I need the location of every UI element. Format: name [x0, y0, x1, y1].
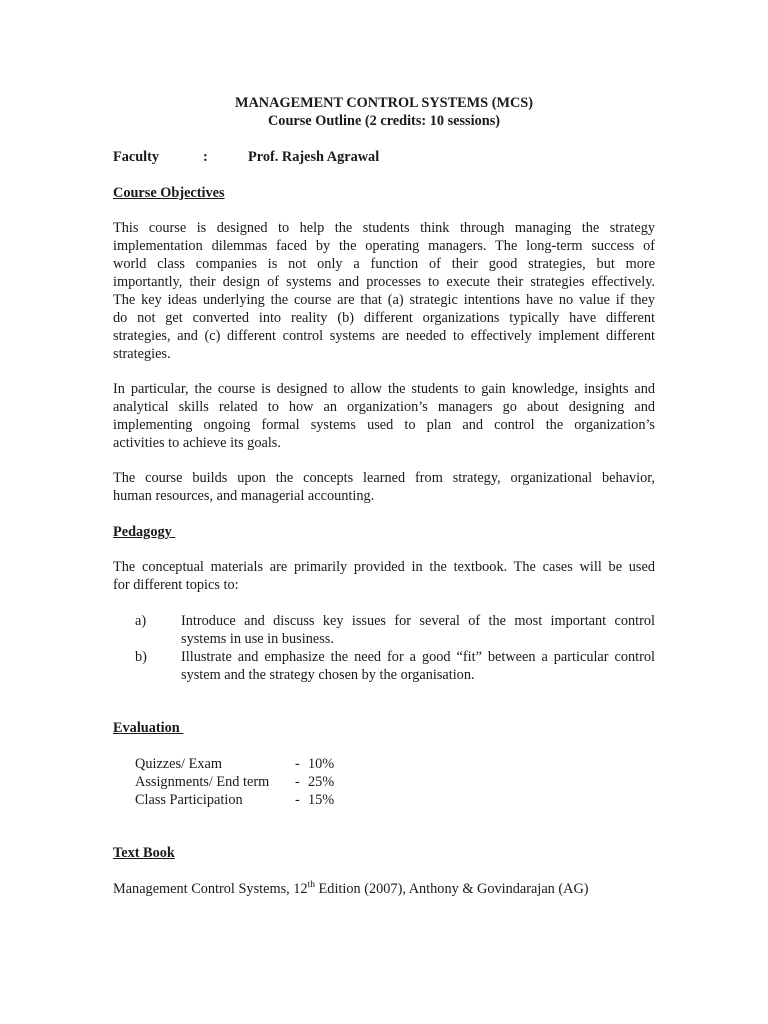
list-marker: b) — [135, 649, 147, 665]
text-line: systems in use in business. — [181, 631, 334, 647]
evaluation-row — [135, 791, 395, 809]
text-line: strategies, and (c) different control systems are needed to effectively implement different — [113, 328, 655, 344]
citation-text: Management Control Systems, 12 — [113, 881, 308, 897]
text-line: system and the strategy chosen by the organisation. — [181, 667, 475, 683]
evaluation-row — [135, 755, 395, 773]
faculty-label: Faculty — [113, 149, 160, 165]
text-line: In particular, the course is designed to allow the students to gain knowledge, insights and — [113, 381, 655, 397]
pedagogy-heading: Pedagogy — [113, 524, 176, 540]
text-line: The course builds upon the concepts learned from strategy, organizational behavior, — [113, 470, 655, 486]
text-line: importantly, their design of systems and processes to execute their strategies effectively. — [113, 274, 655, 290]
text-line: Illustrate and emphasize the need for a good “fit” between a particular control — [181, 649, 655, 665]
objectives-paragraph-2 — [113, 380, 655, 452]
text-line: This course is designed to help the students think through managing the strategy — [113, 220, 655, 236]
citation-text: Edition (2007), Anthony & Govindarajan (AG) — [314, 881, 589, 897]
objectives-paragraph-3 — [113, 469, 655, 505]
evaluation-row — [135, 773, 395, 791]
faculty-name: Prof. Rajesh Agrawal — [248, 149, 380, 165]
text-line: The conceptual materials are primarily provided in the textbook. The cases will be used — [113, 559, 655, 575]
evaluation-dash: - — [295, 774, 300, 790]
text-line: human resources, and managerial accounting. — [113, 488, 375, 504]
text-line: implementing ongoing formal systems used to plan and control the organization’s — [113, 417, 655, 433]
evaluation-label: Assignments/ End term — [135, 774, 270, 790]
list-marker: a) — [135, 613, 147, 629]
list-item-text — [181, 648, 655, 684]
text-line: implementation dilemmas faced by the operating managers. The long-term success of — [113, 238, 655, 254]
edition-superscript: th — [307, 880, 315, 890]
objectives-paragraph-1 — [113, 219, 655, 363]
evaluation-label: Class Participation — [135, 792, 243, 808]
document-subtitle: Course Outline (2 credits: 10 sessions) — [267, 113, 501, 129]
evaluation-heading: Evaluation — [113, 720, 184, 736]
faculty-colon: : — [203, 149, 208, 165]
text-book-citation — [113, 880, 589, 898]
text-line: The key ideas underlying the course are that (a) strategic intentions have no value if they — [113, 292, 655, 308]
document-title: MANAGEMENT CONTROL SYSTEMS (MCS) — [234, 95, 533, 111]
evaluation-value: 15% — [308, 792, 335, 808]
evaluation-dash: - — [295, 792, 300, 808]
list-item — [135, 612, 655, 648]
text-line: for different topics to: — [113, 577, 239, 593]
evaluation-label: Quizzes/ Exam — [135, 756, 222, 772]
course-objectives-heading: Course Objectives — [113, 185, 225, 201]
text-line: strategies. — [113, 346, 171, 362]
list-item — [135, 648, 655, 684]
text-line: do not get converted into reality (b) different organizations typically have different — [113, 310, 655, 326]
text-line: activities to achieve its goals. — [113, 435, 281, 451]
text-line: analytical skills related to how an organization’s managers go about designing and — [113, 399, 655, 415]
text-book-heading: Text Book — [113, 845, 175, 861]
text-line: world class companies is not only a function of their good strategies, but more — [113, 256, 655, 272]
list-item-text — [181, 612, 655, 648]
evaluation-value: 10% — [308, 756, 335, 772]
text-line: Introduce and discuss key issues for several of the most important control — [181, 613, 655, 629]
pedagogy-intro — [113, 558, 655, 594]
evaluation-dash: - — [295, 756, 300, 772]
evaluation-value: 25% — [308, 774, 335, 790]
